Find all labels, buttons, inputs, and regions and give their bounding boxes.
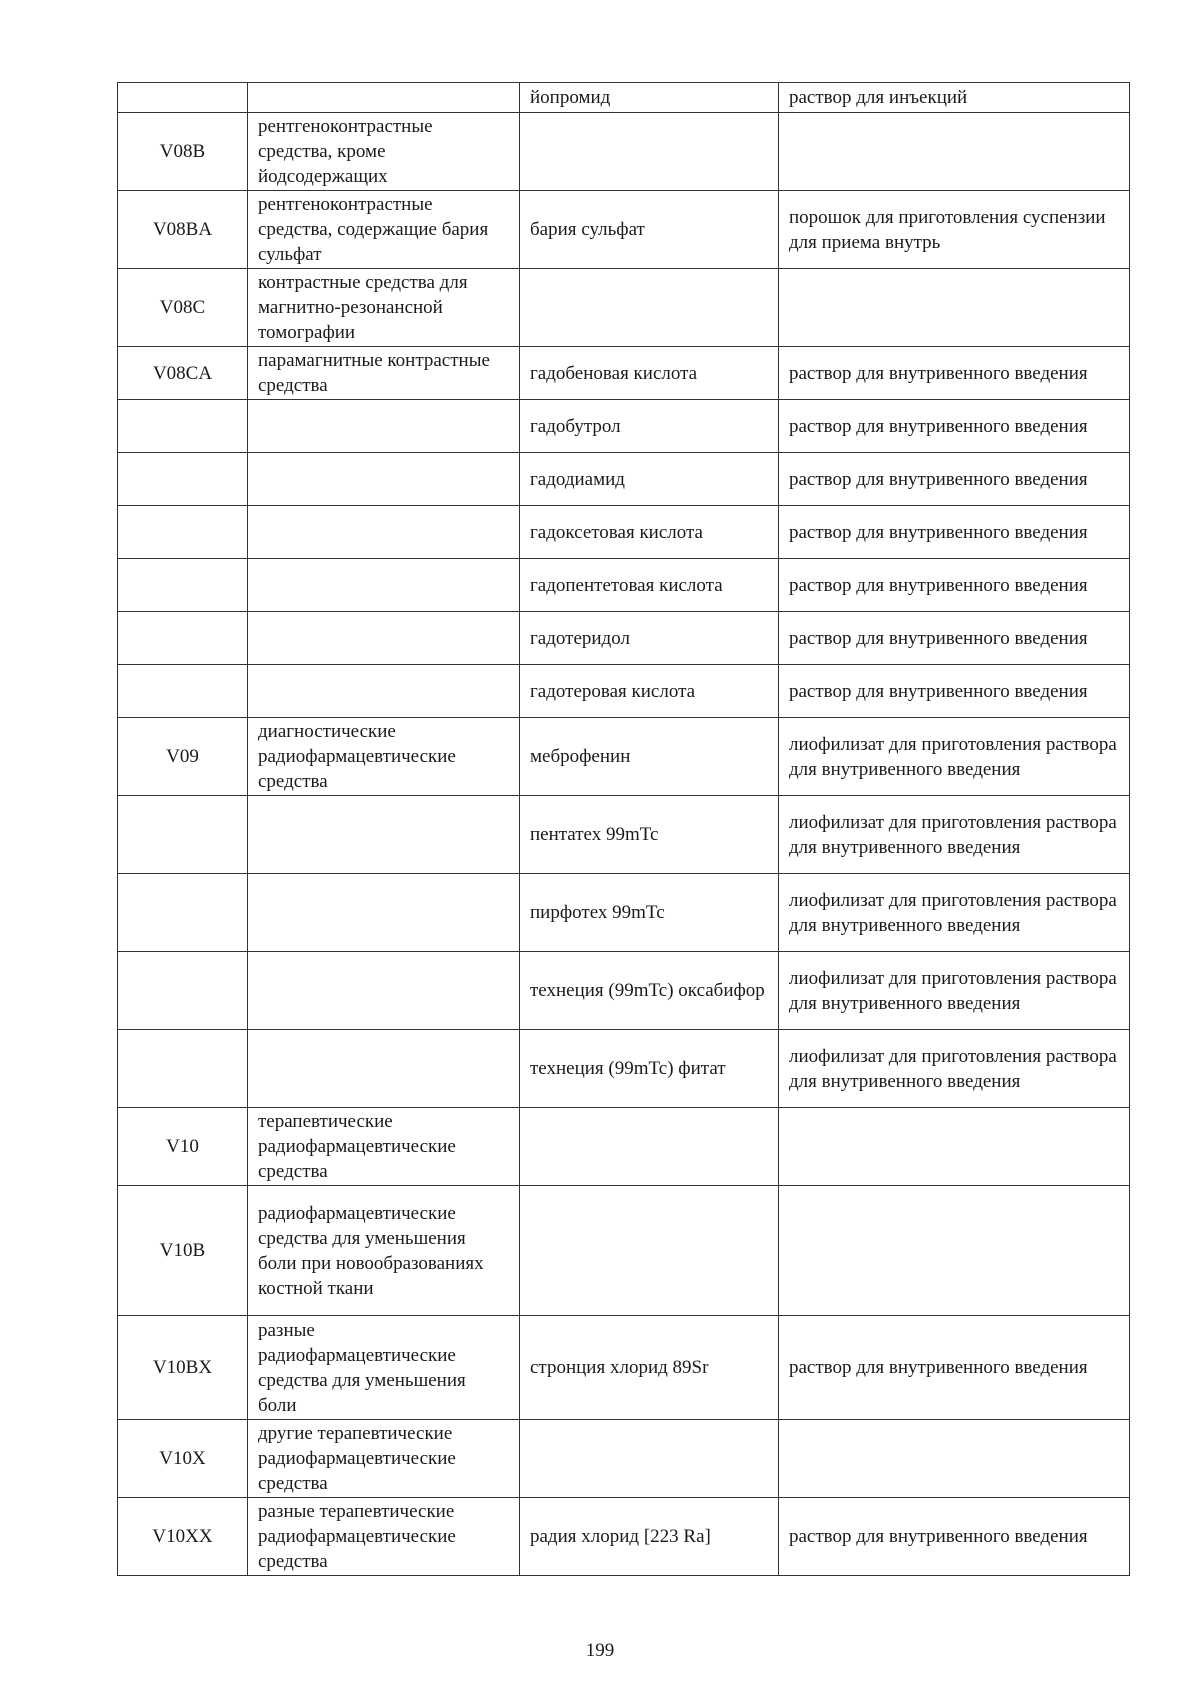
table-row bbox=[118, 559, 1130, 612]
form-cell bbox=[779, 1420, 1130, 1498]
form-cell: лиофилизат для приготовления раствора для внутривенного введения bbox=[779, 1030, 1130, 1108]
atc-code-cell bbox=[118, 506, 248, 559]
drug-table bbox=[117, 82, 1130, 1576]
atc-code-cell bbox=[118, 453, 248, 506]
form-cell: раствор для внутривенного введения bbox=[779, 453, 1130, 506]
form-cell: лиофилизат для приготовления раствора для внутривенного введения bbox=[779, 874, 1130, 952]
form-cell: раствор для внутривенного введения bbox=[779, 665, 1130, 718]
atc-code-cell bbox=[118, 612, 248, 665]
group-cell: диагностические радиофармацевтические средства bbox=[248, 718, 520, 796]
table-row bbox=[118, 506, 1130, 559]
table-row bbox=[118, 347, 1130, 400]
group-cell bbox=[248, 1030, 520, 1108]
table-row bbox=[118, 1186, 1130, 1316]
group-cell: разные терапевтические радиофармацевтические средства bbox=[248, 1498, 520, 1576]
atc-code-cell bbox=[118, 83, 248, 113]
atc-code-cell bbox=[118, 400, 248, 453]
table-row bbox=[118, 874, 1130, 952]
drug-cell: гадопентетовая кислота bbox=[520, 559, 779, 612]
atc-code-cell: V10XX bbox=[118, 1498, 248, 1576]
group-cell bbox=[248, 874, 520, 952]
atc-code-cell bbox=[118, 952, 248, 1030]
group-cell bbox=[248, 83, 520, 113]
table-row bbox=[118, 1498, 1130, 1576]
drug-cell: гадодиамид bbox=[520, 453, 779, 506]
table-row bbox=[118, 400, 1130, 453]
form-cell: раствор для инъекций bbox=[779, 83, 1130, 113]
group-cell: рентгеноконтрастные средства, кроме йодсодержащих bbox=[248, 113, 520, 191]
atc-code-cell: V08B bbox=[118, 113, 248, 191]
group-cell bbox=[248, 665, 520, 718]
group-cell bbox=[248, 559, 520, 612]
table-row bbox=[118, 796, 1130, 874]
group-cell bbox=[248, 952, 520, 1030]
atc-code-cell bbox=[118, 796, 248, 874]
form-cell: лиофилизат для приготовления раствора для внутривенного введения bbox=[779, 718, 1130, 796]
group-cell: парамагнитные контрастные средства bbox=[248, 347, 520, 400]
atc-code-cell: V08C bbox=[118, 269, 248, 347]
table-row bbox=[118, 453, 1130, 506]
group-cell: разные радиофармацевтические средства для уменьшения боли bbox=[248, 1316, 520, 1420]
form-cell: раствор для внутривенного введения bbox=[779, 1316, 1130, 1420]
atc-code-cell bbox=[118, 874, 248, 952]
table-row bbox=[118, 1316, 1130, 1420]
atc-code-cell bbox=[118, 665, 248, 718]
table-body bbox=[118, 83, 1130, 1576]
drug-cell: гадотеровая кислота bbox=[520, 665, 779, 718]
form-cell: порошок для приготовления суспензии для приема внутрь bbox=[779, 191, 1130, 269]
drug-cell bbox=[520, 269, 779, 347]
group-cell: контрастные средства для магнитно-резонансной томографии bbox=[248, 269, 520, 347]
page-number: 199 bbox=[585, 1640, 615, 1661]
drug-cell: гадотеридол bbox=[520, 612, 779, 665]
drug-cell: стронция хлорид 89Sr bbox=[520, 1316, 779, 1420]
table-row bbox=[118, 191, 1130, 269]
form-cell bbox=[779, 1108, 1130, 1186]
form-cell: раствор для внутривенного введения bbox=[779, 1498, 1130, 1576]
atc-code-cell: V08CA bbox=[118, 347, 248, 400]
group-cell bbox=[248, 506, 520, 559]
atc-code-cell: V10BX bbox=[118, 1316, 248, 1420]
table-row bbox=[118, 269, 1130, 347]
drug-cell: гадобутрол bbox=[520, 400, 779, 453]
form-cell: раствор для внутривенного введения bbox=[779, 559, 1130, 612]
atc-code-cell: V08BA bbox=[118, 191, 248, 269]
group-cell: терапевтические радиофармацевтические средства bbox=[248, 1108, 520, 1186]
form-cell: раствор для внутривенного введения bbox=[779, 612, 1130, 665]
drug-cell: пирфотех 99mTc bbox=[520, 874, 779, 952]
atc-code-cell: V10B bbox=[118, 1186, 248, 1316]
group-cell bbox=[248, 400, 520, 453]
atc-code-cell: V10X bbox=[118, 1420, 248, 1498]
table-row bbox=[118, 952, 1130, 1030]
atc-code-cell: V10 bbox=[118, 1108, 248, 1186]
table-row bbox=[118, 718, 1130, 796]
form-cell: раствор для внутривенного введения bbox=[779, 347, 1130, 400]
form-cell: лиофилизат для приготовления раствора для внутривенного введения bbox=[779, 952, 1130, 1030]
form-cell bbox=[779, 113, 1130, 191]
group-cell: радиофармацевтические средства для уменьшения боли при новообразованиях костной ткани bbox=[248, 1186, 520, 1316]
atc-code-cell bbox=[118, 559, 248, 612]
group-cell: рентгеноконтрастные средства, содержащие бария сульфат bbox=[248, 191, 520, 269]
form-cell: лиофилизат для приготовления раствора для внутривенного введения bbox=[779, 796, 1130, 874]
drug-cell: йопромид bbox=[520, 83, 779, 113]
drug-cell: бария сульфат bbox=[520, 191, 779, 269]
table-row bbox=[118, 665, 1130, 718]
drug-cell: пентатех 99mTc bbox=[520, 796, 779, 874]
group-cell: другие терапевтические радиофармацевтические средства bbox=[248, 1420, 520, 1498]
drug-cell bbox=[520, 1420, 779, 1498]
drug-cell: гадоксетовая кислота bbox=[520, 506, 779, 559]
table-row bbox=[118, 1030, 1130, 1108]
drug-cell: технеция (99mTc) фитат bbox=[520, 1030, 779, 1108]
table-row bbox=[118, 1420, 1130, 1498]
drug-cell: гадобеновая кислота bbox=[520, 347, 779, 400]
atc-code-cell bbox=[118, 1030, 248, 1108]
group-cell bbox=[248, 796, 520, 874]
form-cell bbox=[779, 269, 1130, 347]
form-cell: раствор для внутривенного введения bbox=[779, 400, 1130, 453]
drug-cell: меброфенин bbox=[520, 718, 779, 796]
drug-cell: радия хлорид [223 Ra] bbox=[520, 1498, 779, 1576]
form-cell bbox=[779, 1186, 1130, 1316]
table-row bbox=[118, 113, 1130, 191]
drug-cell: технеция (99mTc) оксабифор bbox=[520, 952, 779, 1030]
table-row bbox=[118, 612, 1130, 665]
drug-cell bbox=[520, 1186, 779, 1316]
drug-cell bbox=[520, 1108, 779, 1186]
group-cell bbox=[248, 612, 520, 665]
group-cell bbox=[248, 453, 520, 506]
atc-code-cell: V09 bbox=[118, 718, 248, 796]
table-row bbox=[118, 83, 1130, 113]
drug-cell bbox=[520, 113, 779, 191]
form-cell: раствор для внутривенного введения bbox=[779, 506, 1130, 559]
table-row bbox=[118, 1108, 1130, 1186]
